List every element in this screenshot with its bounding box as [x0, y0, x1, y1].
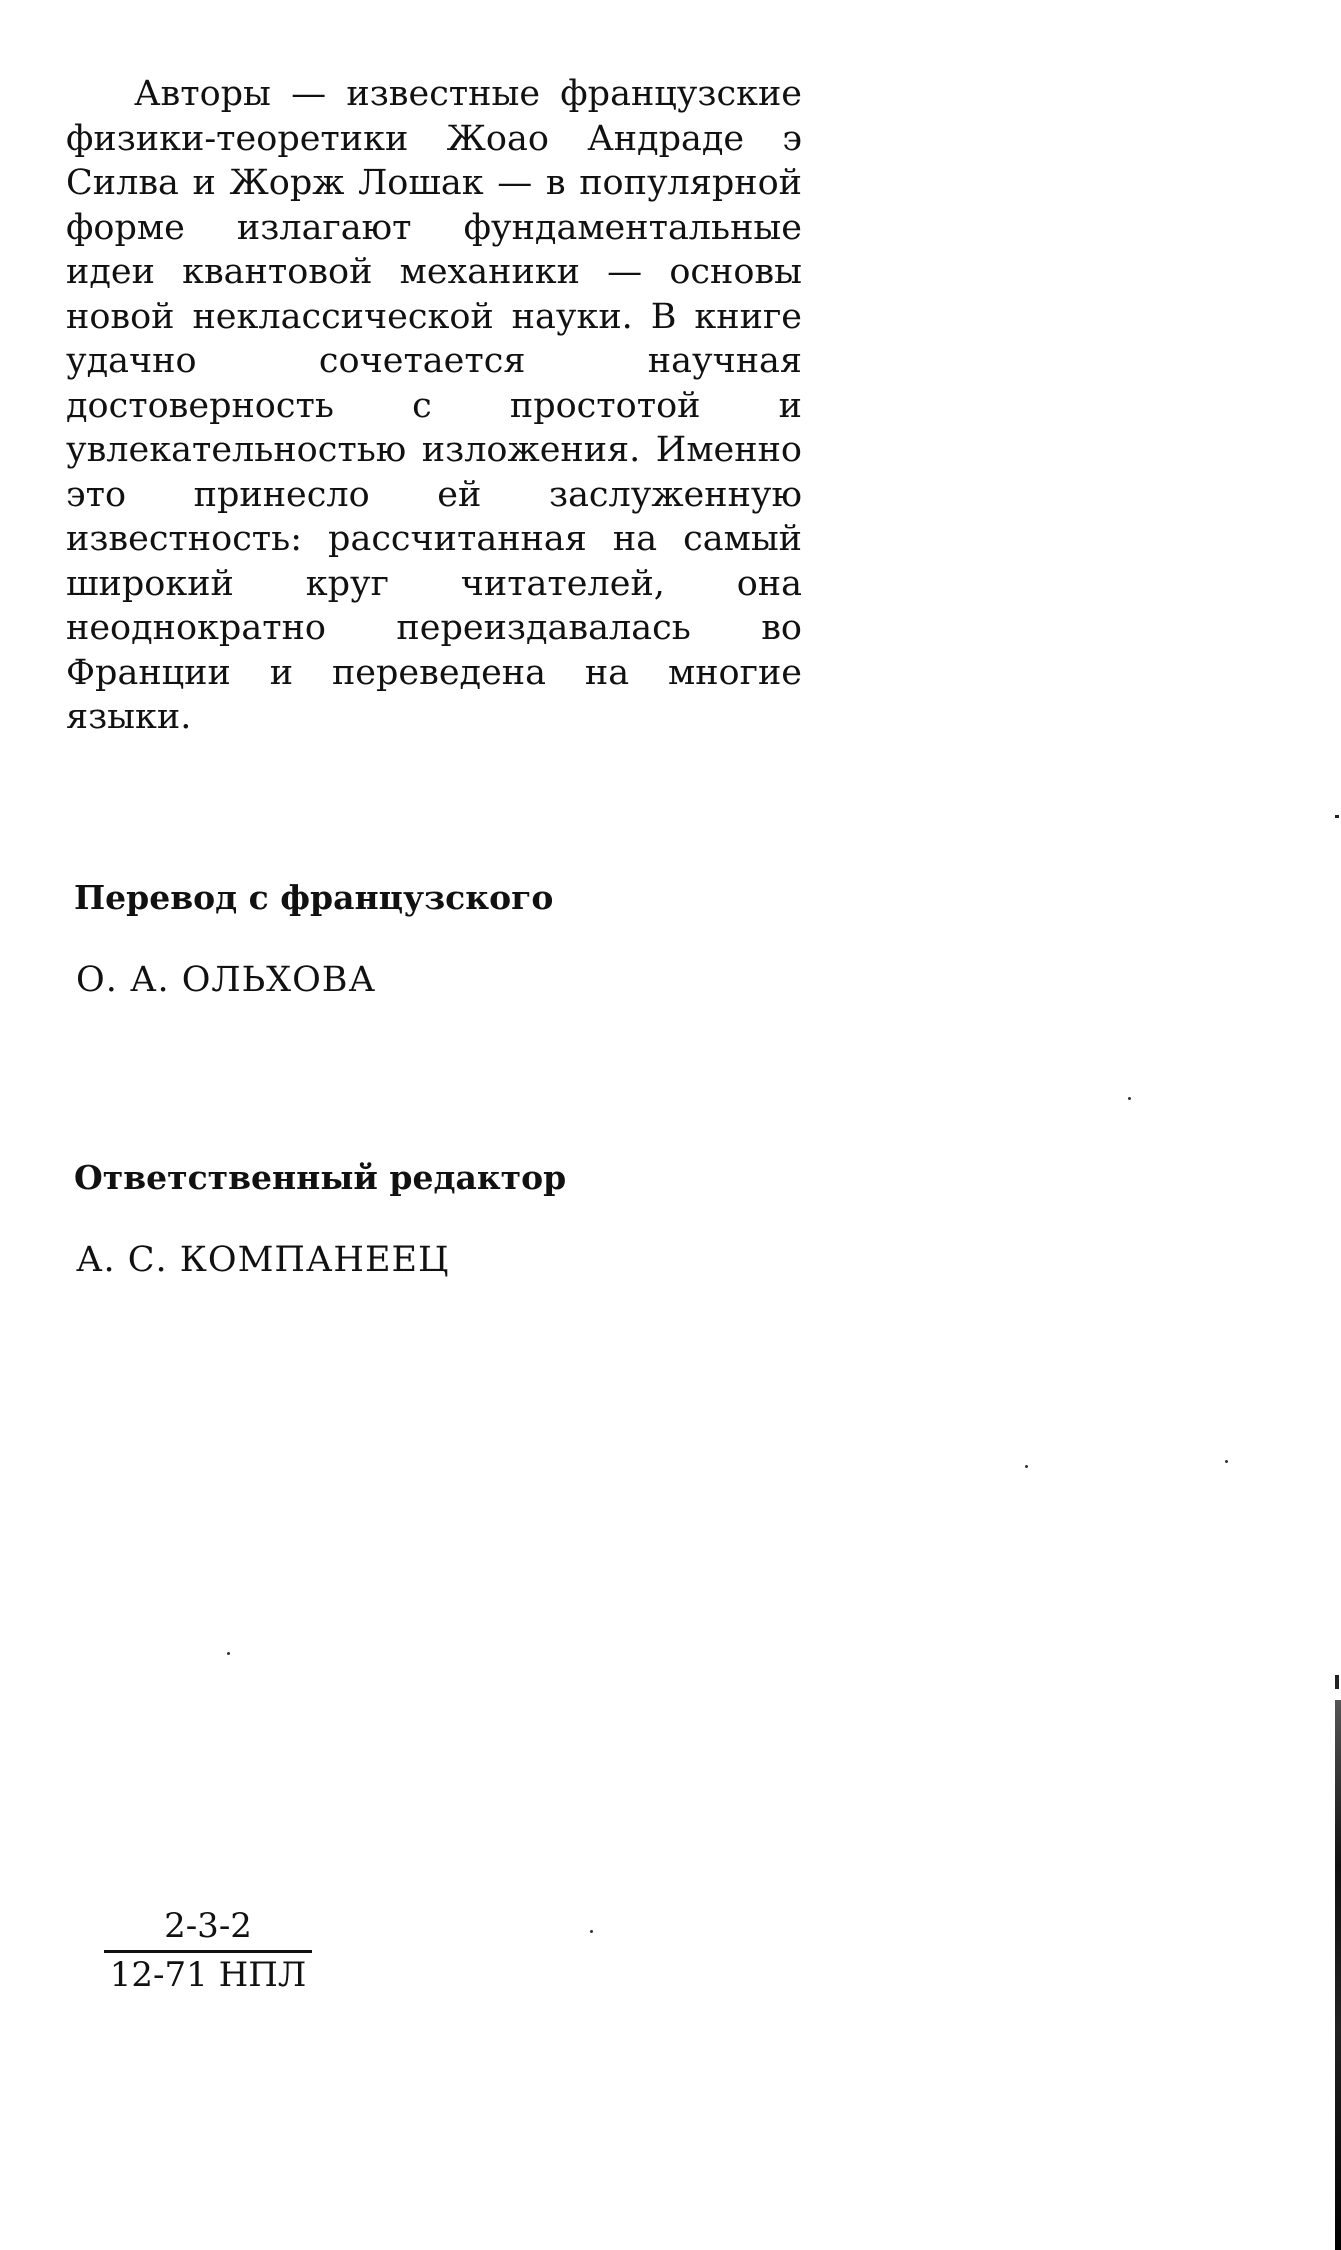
publication-code-top: 2-3-2: [104, 1906, 312, 1953]
scan-edge-mark: [1335, 1675, 1339, 1689]
publication-code: [104, 1906, 312, 1995]
scan-speck: [1025, 1465, 1028, 1468]
scan-edge-mark: [1335, 815, 1339, 818]
editor-label: Ответственный редактор: [74, 1158, 567, 1197]
book-annotation: Авторы — известные французские физики-теоретики Жоао Андраде э Силва и Жорж Лошак — в популярной форме излагают фундаментальные идеи квантовой механики — основы новой неклассической науки. В книге удачно сочетается научная достоверность с простотой и увлекательностью изложения. Именно это принесло ей заслуженную известность: рассчитанная на самый широкий круг читателей, она неоднократно переиздавалась во Франции и переведена на многие языки.: [66, 74, 802, 737]
scan-speck: [1225, 1460, 1228, 1463]
scan-speck: [1128, 1097, 1131, 1100]
editor-name: А. С. КОМПАНЕЕЦ: [76, 1240, 450, 1280]
publication-code-bottom: 12-71 НПЛ: [109, 1955, 307, 1995]
translator-name: О. А. ОЛЬХОВА: [76, 960, 377, 1000]
scan-speck: [227, 1652, 230, 1655]
scan-speck: [590, 1930, 593, 1933]
scan-edge-shadow: [1335, 1700, 1341, 2250]
translation-label: Перевод с французского: [74, 878, 554, 917]
